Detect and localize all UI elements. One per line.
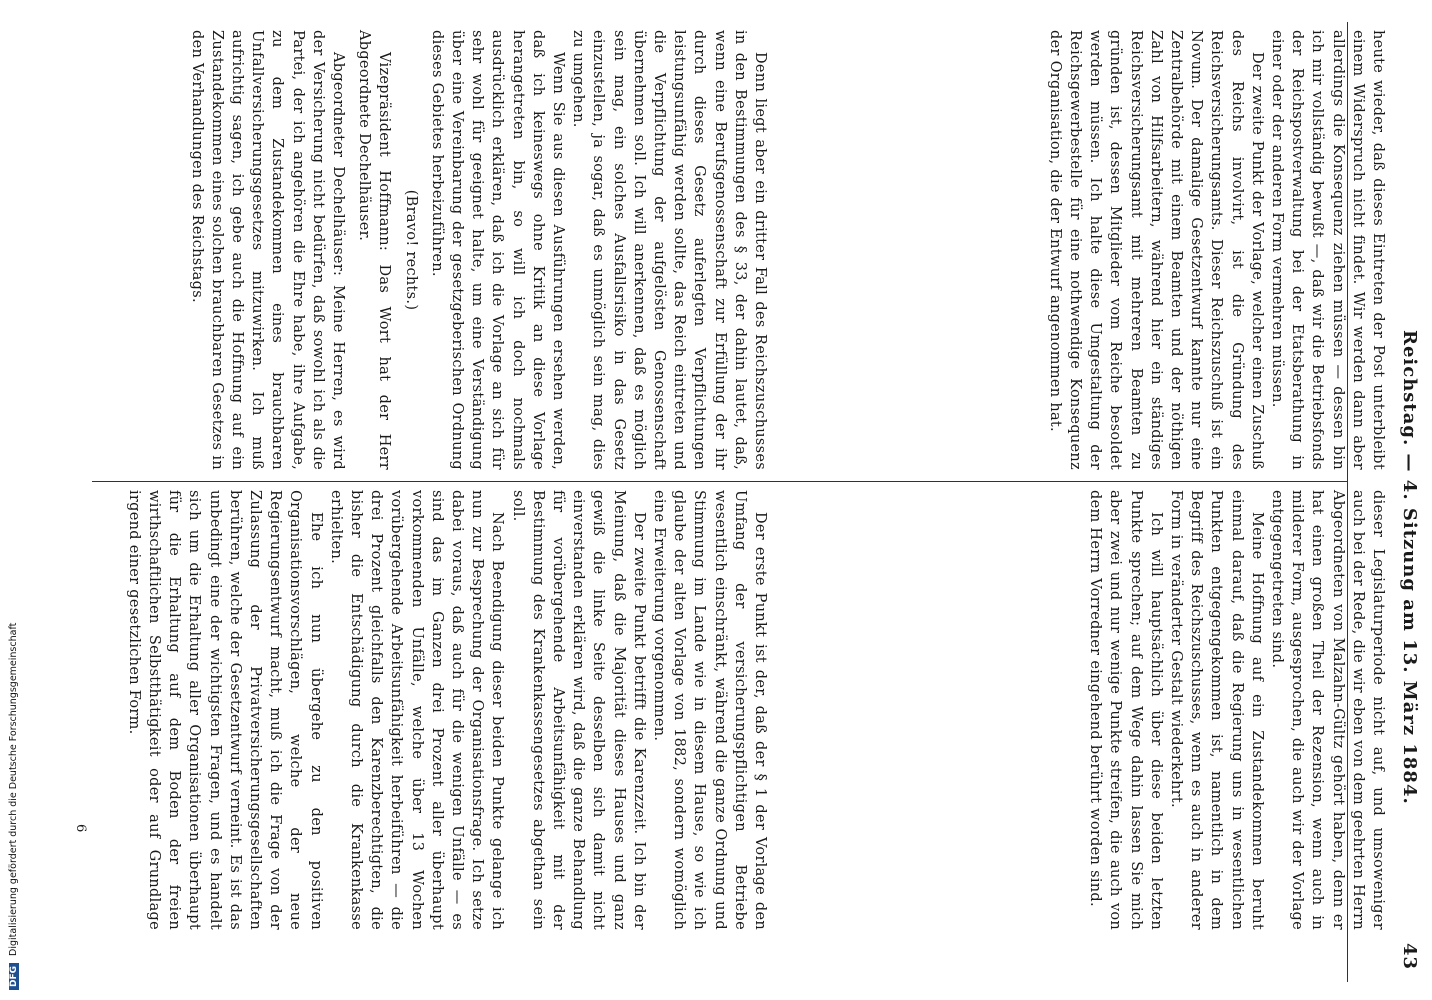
paragraph: Denn liegt aber ein dritter Fall des Reichszuschusses in den Bestimmungen des § 33, der dahin lautet, daß, wenn eine Berufsgenossenschaft zur Erfüllung der ihr durch dieses Gesetz auferlegten Verpflichtungen leistungsunfähig werden sollte, das Reich eintreten und die Verpflichtung der aufgelösten Genossenschaft übernehmen soll. Ich will anerkennen, daß es möglich sein mag, ein solches Ausfallsrisiko in das Gesetz einzustellen, ja sogar, daß es unmöglich sein mag, dies zu umgehen. [570,30,768,470]
dfg-logo: DFG [9,963,19,990]
page-number: 43 [1399,942,1420,970]
paragraph: Abgeordneter Dechelhäuser: Meine Herren, es wird der Versicherung nicht bedürfen, daß sowohl ich als die Partei, der ich angehören die Ehre habe, ihre Aufgabe, zu dem Zustandekommen eines brauchbaren Unfallversicherungsgesetzes mitzuwirken. Ich muß aufrichtig sagen, ich gebe auch die Hoffnung auf ein Zustandekommen eines solchen brauchbaren Gesetzes in den Verhandlungen des Reichstags. [188,30,346,470]
page-header-title: Reichstag. — 4. Sitzung am 13. März 1884. [1399,330,1420,805]
paragraph: Der zweite Punkt der Vorlage, welcher einen Zuschuß des Reichs involvirt, ist die Gründung des Reichsversicherungsamts. Dieser Reichszuschuß ist ein Novum. Der damalige Gesetzentwurf kannte nur eine Zentralbehörde mit einem Beamten und der nöthigen Zahl von Hilfsarbeitern, während hier ein ständiges Reichsversicherungsamt mit mehreren Beamten zu gründen ist, dessen Mitglieder vom Reiche besoldet werden müssen. Ich halte diese Umgestaltung der Reichsgewerbestelle für eine nothwendige Konsequenz der Organisation, die der Entwurf angenommen hat. [1046,30,1265,470]
paragraph: Nach Beendigung dieser beiden Punkte gelange ich nun zur Besprechung der Organisationsfrage. Ich setze dabei voraus, daß auch für die wenigen Unfälle — es sind das im Ganzen drei Prozent aller überhaupt vorkommenden Unfälle, welche über 13 Wochen vorübergehende Arbeitsunfähigkeit herbeiführen — die drei Prozent gleichfalls den Karenzberechtigten, die bisher die Entschädigung durch die Krankenkasse erhielten. [327,490,506,930]
credit-text: Digitalisierung gefördert durch die Deutsche Forschungsgemeinschaft [8,622,19,956]
paragraph: Ehe ich nun übergehe zu den positiven Organisationsvorschlägen, welche der neue Regierungsentwurf macht, muß ich die Frage von der Zulassung der Privatversicherungsgesellschaften berühren, welche der Gesetzentwurf verneint. Es ist das unbedingt eine der wichtigsten Fragen, und es handelt sich um die Erhaltung aller Organisationen überhaupt für die Erhaltung auf dem Boden der freien wirthschaftlichen Selbstthätigkeit oder auf Grundlage irgend einer gesetzlichen Form. [125,490,324,930]
paragraph: Der zweite Punkt betrifft die Karenzzeit. Ich bin der Meinung, daß die Majorität dieses Hauses und ganz gewiß die linke Seite desselben sich damit nicht einverstanden erklären wird, daß die ganze Behandlung für vorübergehende Arbeitsunfähigkeit mit der Bestimmung des Krankenkassengesetzes abgethan sein soll. [509,490,647,930]
stage-direction: (Bravo! rechts.) [402,189,419,311]
column-divider [92,481,1347,482]
paragraph: Wenn Sie aus diesen Ausführungen ersehen werden, daß ich keineswegs ohne Kritik an diese Vorlage herangetreten bin, so will ich doch nochmals ausdrücklich erklären, daß ich die Vorlage an sich für sehr wohl für geeignet halte, um eine Verständigung über eine Vereinbarung der gesetzgeberischen Ordnung dieses Gebietes herbeizuführen. [428,30,566,470]
signature-mark: 6 [73,824,88,833]
paragraph: Meine Hoffnung auf ein Zustandekommen beruht einmal darauf, daß die Regierung uns in wesentlichen Punkten entgegengekommen ist, namentlich in dem Begriff des Reichszuschusses, wenn es auch in anderer Form in veränderter Gestalt wiederkehrt. [1167,490,1265,930]
text-column-1 [1045,30,1388,470]
paragraph: Ich will hauptsächlich über diese beiden letzten Punkte sprechen; auf dem Wege dahin lassen Sie mich aber zwei und nur wenige Punkte streifen, die auch von dem Herrn Vorredner eingehend berührt worden sind. [1087,490,1164,930]
paragraph: dieser Legislaturperiode nicht auf, und umsoweniger auch bei der Rede, die wir eben von dem geehrten Herrn Abgeordneten von Malzahn-Gültz gehört haben, denn er hat einen großen Theil der Rezension, wenn auch in milderer Form, ausgesprochen, die auch wir der Vorlage entgegengetreten sind. [1268,490,1386,930]
text-column-1-continued [186,30,770,470]
digitization-credit [8,570,19,990]
text-column-2 [1085,490,1388,930]
speaker-intro: Vizepräsident Hoffmann: Das Wort hat der Herr Abgeordnete Dechelhäuser. [356,30,393,470]
paragraph: Der erste Punkt ist der, daß der § 1 der Vorlage den Umfang der versicherungspflichtigen Betriebe wesentlich einschränkt, während die ganze Ordnung und Stimmung im Lande wie in diesem Hause, so wie ich glaube der alten Vorlage von 1882, sondern womöglich eine Erweiterung vorgenommen. [650,490,768,930]
text-column-2-continued [124,490,771,930]
paragraph: heute wieder, daß dieses Eintreten der Post unterbleibt einem Widerspruch nicht findet. Wir werden dann aber allerdings die Konsequenz ziehen müssen — dessen bin ich mir vollständig bewußt —, daß wir die Betriebsfonds der Reichspostverwaltung bei der Etatsberathung in einer oder der anderen Form vermehren müssen. [1268,30,1386,470]
